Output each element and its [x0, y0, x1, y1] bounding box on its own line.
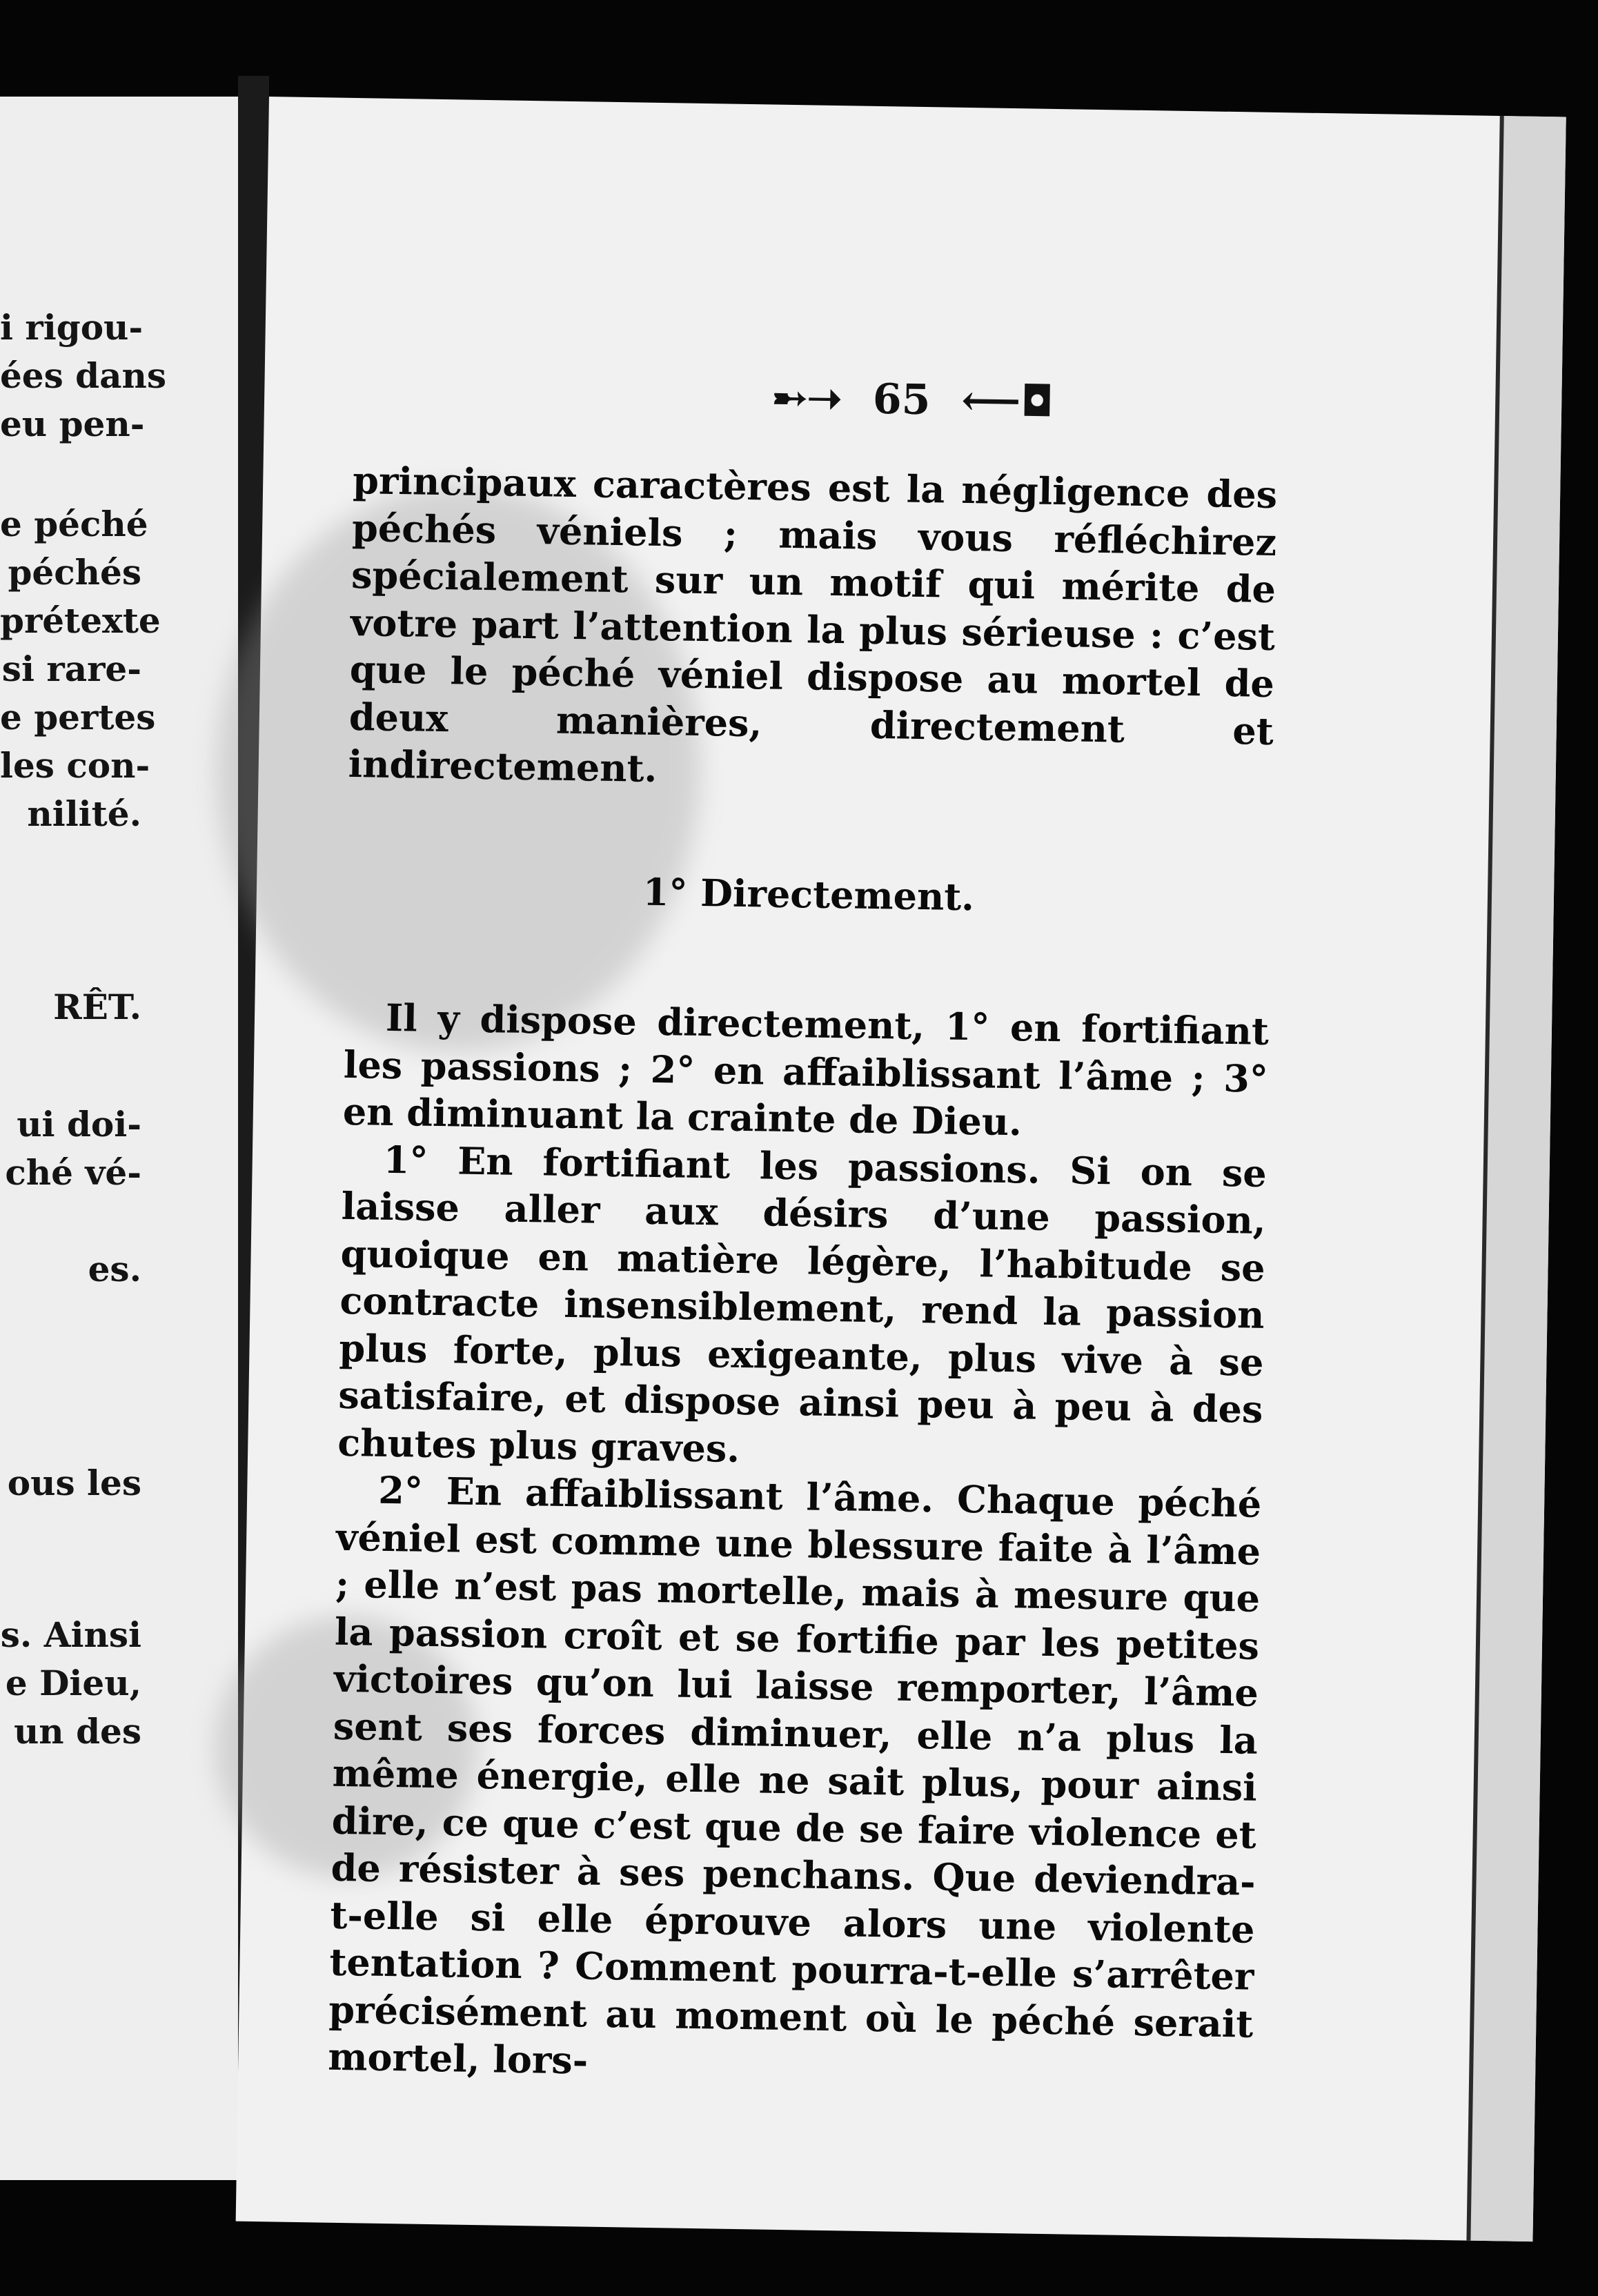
arrow-right-icon: ➸➝ — [772, 373, 842, 424]
left-page-line: nilité. — [27, 793, 141, 834]
left-page-line: e pertes — [0, 697, 156, 738]
left-page-line: un des — [13, 1711, 141, 1752]
section-title: 1° Directement. — [642, 869, 975, 919]
left-page-line: ui doi- — [17, 1104, 141, 1145]
page-number: 65 — [872, 375, 931, 425]
paragraph: 1° En fortifiant les passions. Si on se laisse aller aux désirs d’une passion, quoique en matière légère, l’habitude se contracte insensiblement, rend la passion plus forte, plus exigeante, plus vive à se satisfaire, et dispose ainsi peu à peu à des chutes plus graves. — [337, 1137, 1267, 1471]
arrow-left-icon: ⟵◘ — [960, 376, 1054, 426]
left-page-line: les con- — [0, 745, 150, 786]
right-page — [236, 97, 1566, 2241]
left-page-line: prétexte — [0, 600, 161, 641]
page-body — [328, 457, 1278, 2095]
page-header — [264, 366, 1562, 435]
left-page-line: péchés — [8, 552, 141, 593]
page-edge — [1466, 116, 1566, 2241]
left-page-line: ché vé- — [5, 1152, 141, 1193]
left-page-line: i rigou- — [0, 307, 144, 348]
left-page-line: e Dieu, — [5, 1663, 141, 1703]
left-page-line: ous les — [7, 1463, 141, 1503]
left-page-line: es. — [88, 1249, 141, 1289]
paragraph: Il y dispose directement, 1° en fortifiant les passions ; 2° en affaiblissant l’âme ; 3° en diminuant la crainte de Dieu. — [342, 995, 1270, 1145]
left-page — [0, 97, 238, 2180]
left-page-line: si rare- — [1, 649, 141, 689]
paragraph: 2° En affaiblissant l’âme. Chaque péché véniel est comme une blessure faite à l’âme ; elle n’est pas mortelle, mais à mesure que la passion croît et se fortifie par les petites victoires qu’on lui laisse remporter, l’âme sent ses forces diminuer, elle n’a plus la même énergie, elle ne sait plus, pour ainsi dire, ce que c’est que de se faire violence et de résister à ses penchans. Que deviendra-t-elle si elle éprouve alors une violente tentation ? Comment pourra-t-elle s’arrêter précisément au moment où le péché serait mortel, lors- — [327, 1467, 1262, 2083]
left-page-line: eu pen- — [0, 404, 145, 444]
left-page-line: RÊT. — [53, 987, 141, 1027]
left-page-line: e péché — [0, 504, 148, 544]
paragraph: principaux caractères est la négligence des péchés véniels ; mais vous réfléchirez spécialement sur un motif qui mérite de votre part l’attention la plus sérieuse : c’est que le péché véniel dispose au mortel de deux manières, directement et indirectement. — [348, 457, 1278, 791]
left-page-line: ées dans — [0, 355, 167, 396]
left-page-line: s. Ainsi — [0, 1614, 141, 1655]
